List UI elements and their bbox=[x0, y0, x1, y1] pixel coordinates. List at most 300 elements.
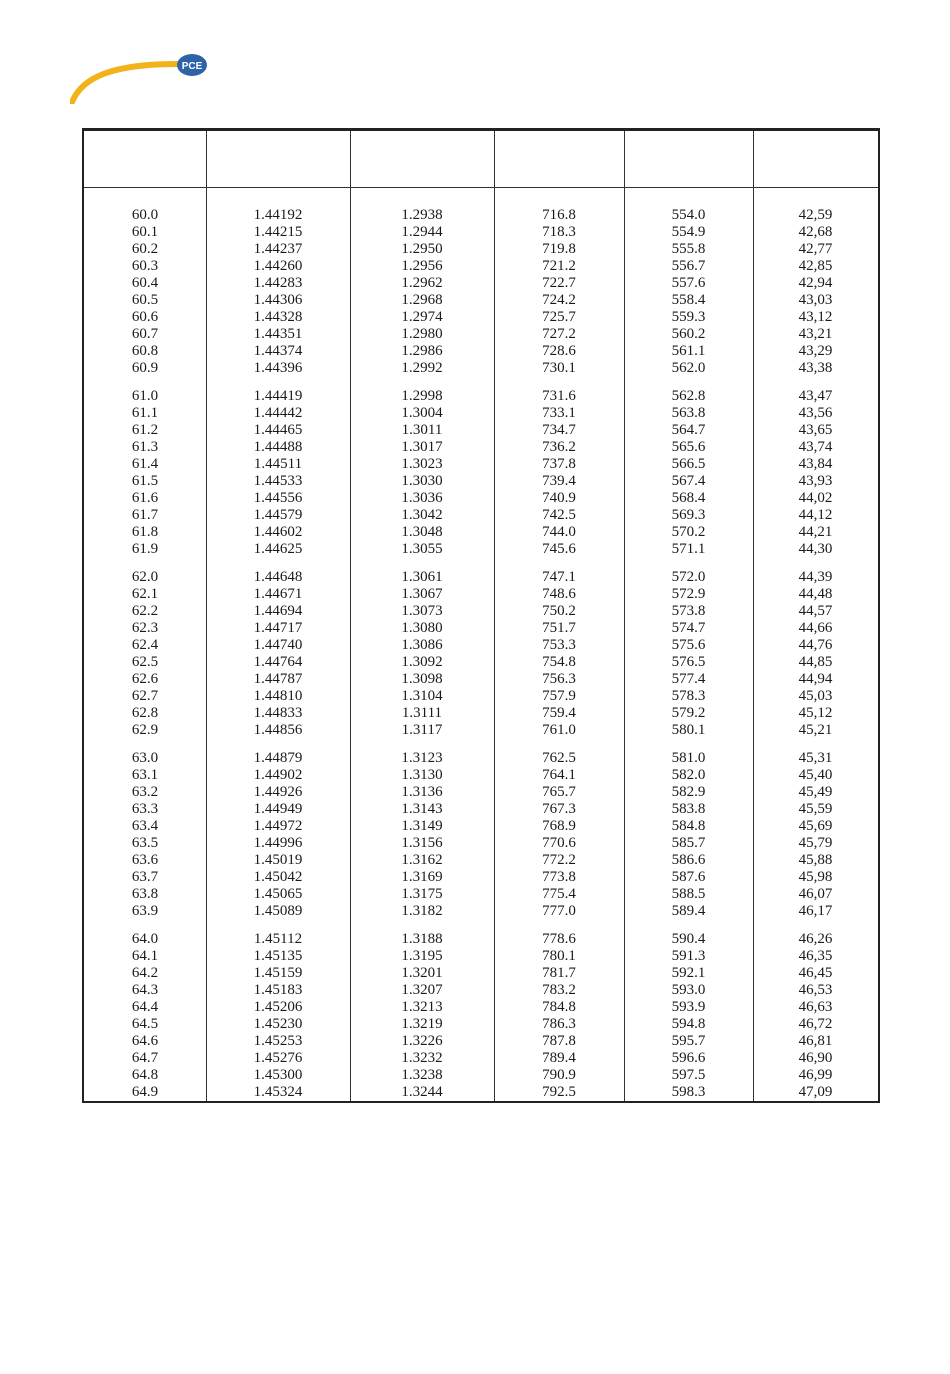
table-cell: 60.1 bbox=[131, 224, 159, 240]
table-cell: 45,40 bbox=[798, 767, 833, 783]
table-cell: 46,07 bbox=[798, 886, 833, 902]
table-cell: 1.44833 bbox=[253, 705, 303, 721]
table-cell: 62.9 bbox=[131, 722, 159, 738]
table-cell: 1.44328 bbox=[253, 309, 303, 325]
table-cell: 1.45089 bbox=[253, 903, 303, 919]
table-cell: 1.44533 bbox=[253, 473, 303, 489]
table-cell: 43,93 bbox=[798, 473, 833, 489]
table-cell: 1.44740 bbox=[253, 637, 303, 653]
table-cell: 786.3 bbox=[542, 1016, 576, 1032]
row-group bbox=[494, 207, 624, 377]
table-cell: 64.0 bbox=[131, 931, 159, 947]
row-group bbox=[206, 750, 350, 920]
table-cell: 554.0 bbox=[671, 207, 706, 223]
table-cell: 560.2 bbox=[671, 326, 706, 342]
table-cell: 725.7 bbox=[542, 309, 576, 325]
table-cell: 62.2 bbox=[131, 603, 159, 619]
table-cell: 575.6 bbox=[671, 637, 706, 653]
table-cell: 63.5 bbox=[131, 835, 159, 851]
row-group bbox=[624, 931, 753, 1101]
table-cell: 1.3030 bbox=[401, 473, 443, 489]
table-header-row bbox=[84, 131, 878, 188]
table-cell: 1.44648 bbox=[253, 569, 303, 585]
table-cell: 44,39 bbox=[798, 569, 833, 585]
table-cell: 792.5 bbox=[542, 1084, 576, 1100]
table-cell: 64.6 bbox=[131, 1033, 159, 1049]
table-cell: 44,66 bbox=[798, 620, 833, 636]
table-cell: 718.3 bbox=[542, 224, 576, 240]
table-cell: 767.3 bbox=[542, 801, 576, 817]
table-cell: 583.8 bbox=[671, 801, 706, 817]
table-cell: 1.45230 bbox=[253, 1016, 303, 1032]
table-cell: 64.8 bbox=[131, 1067, 159, 1083]
table-cell: 1.44260 bbox=[253, 258, 303, 274]
table-cell: 1.3104 bbox=[401, 688, 443, 704]
table-cell: 586.6 bbox=[671, 852, 706, 868]
table-cell: 1.45042 bbox=[253, 869, 303, 885]
table-cell: 45,88 bbox=[798, 852, 833, 868]
table-cell: 1.3123 bbox=[401, 750, 443, 766]
table-cell: 780.1 bbox=[542, 948, 576, 964]
table-cell: 1.45206 bbox=[253, 999, 303, 1015]
table-cell: 1.3048 bbox=[401, 524, 443, 540]
table-cell: 61.3 bbox=[131, 439, 159, 455]
data-table bbox=[82, 128, 880, 1103]
row-group bbox=[350, 207, 494, 377]
table-column-5 bbox=[624, 207, 753, 1112]
row-group bbox=[350, 569, 494, 739]
table-cell: 591.3 bbox=[671, 948, 706, 964]
table-cell: 593.0 bbox=[671, 982, 706, 998]
table-cell: 1.45276 bbox=[253, 1050, 303, 1066]
table-cell: 1.3111 bbox=[401, 705, 443, 721]
table-cell: 44,12 bbox=[798, 507, 833, 523]
svg-text:PCE: PCE bbox=[181, 61, 203, 72]
table-cell: 1.44465 bbox=[253, 422, 303, 438]
table-cell: 1.45065 bbox=[253, 886, 303, 902]
table-cell: 61.1 bbox=[131, 405, 159, 421]
table-cell: 1.44972 bbox=[253, 818, 303, 834]
row-group bbox=[494, 931, 624, 1101]
row-group bbox=[624, 388, 753, 558]
table-cell: 569.3 bbox=[671, 507, 706, 523]
table-cell: 42,77 bbox=[798, 241, 833, 257]
table-cell: 61.9 bbox=[131, 541, 159, 557]
table-cell: 1.3188 bbox=[401, 931, 443, 947]
table-cell: 567.4 bbox=[671, 473, 706, 489]
table-cell: 595.7 bbox=[671, 1033, 706, 1049]
table-cell: 597.5 bbox=[671, 1067, 706, 1083]
table-cell: 582.9 bbox=[671, 784, 706, 800]
table-cell: 745.6 bbox=[542, 541, 576, 557]
table-cell: 61.2 bbox=[131, 422, 159, 438]
table-cell: 719.8 bbox=[542, 241, 576, 257]
table-cell: 45,31 bbox=[798, 750, 833, 766]
table-cell: 1.2962 bbox=[401, 275, 443, 291]
table-cell: 562.0 bbox=[671, 360, 706, 376]
table-cell: 44,21 bbox=[798, 524, 833, 540]
table-cell: 751.7 bbox=[542, 620, 576, 636]
table-cell: 566.5 bbox=[671, 456, 706, 472]
row-group bbox=[753, 931, 878, 1101]
table-cell: 1.44856 bbox=[253, 722, 303, 738]
table-cell: 1.45135 bbox=[253, 948, 303, 964]
table-cell: 44,94 bbox=[798, 671, 833, 687]
table-cell: 1.3213 bbox=[401, 999, 443, 1015]
table-cell: 60.5 bbox=[131, 292, 159, 308]
table-cell: 1.44787 bbox=[253, 671, 303, 687]
table-cell: 731.6 bbox=[542, 388, 576, 404]
table-cell: 1.44215 bbox=[253, 224, 303, 240]
table-cell: 737.8 bbox=[542, 456, 576, 472]
table-cell: 43,21 bbox=[798, 326, 833, 342]
table-cell: 46,35 bbox=[798, 948, 833, 964]
table-cell: 770.6 bbox=[542, 835, 576, 851]
row-group bbox=[84, 207, 206, 377]
table-cell: 1.44926 bbox=[253, 784, 303, 800]
row-group bbox=[206, 207, 350, 377]
row-group bbox=[624, 207, 753, 377]
table-cell: 570.2 bbox=[671, 524, 706, 540]
table-cell: 563.8 bbox=[671, 405, 706, 421]
table-cell: 580.1 bbox=[671, 722, 706, 738]
table-cell: 61.6 bbox=[131, 490, 159, 506]
table-cell: 1.3162 bbox=[401, 852, 443, 868]
table-cell: 790.9 bbox=[542, 1067, 576, 1083]
row-group bbox=[753, 569, 878, 739]
table-cell: 1.45253 bbox=[253, 1033, 303, 1049]
table-cell: 63.2 bbox=[131, 784, 159, 800]
table-cell: 45,12 bbox=[798, 705, 833, 721]
table-cell: 61.0 bbox=[131, 388, 159, 404]
table-cell: 1.2938 bbox=[401, 207, 443, 223]
table-cell: 1.44488 bbox=[253, 439, 303, 455]
table-cell: 1.3036 bbox=[401, 490, 443, 506]
row-group bbox=[84, 569, 206, 739]
table-cell: 60.9 bbox=[131, 360, 159, 376]
table-cell: 63.1 bbox=[131, 767, 159, 783]
table-cell: 45,69 bbox=[798, 818, 833, 834]
table-cell: 727.2 bbox=[542, 326, 576, 342]
table-cell: 789.4 bbox=[542, 1050, 576, 1066]
table-cell: 42,59 bbox=[798, 207, 833, 223]
row-group bbox=[350, 931, 494, 1101]
table-cell: 45,03 bbox=[798, 688, 833, 704]
table-cell: 1.45300 bbox=[253, 1067, 303, 1083]
table-cell: 1.3067 bbox=[401, 586, 443, 602]
table-cell: 1.44442 bbox=[253, 405, 303, 421]
table-cell: 571.1 bbox=[671, 541, 706, 557]
table-cell: 1.3130 bbox=[401, 767, 443, 783]
table-cell: 45,21 bbox=[798, 722, 833, 738]
table-cell: 585.7 bbox=[671, 835, 706, 851]
table-cell: 44,85 bbox=[798, 654, 833, 670]
table-cell: 773.8 bbox=[542, 869, 576, 885]
table-cell: 62.3 bbox=[131, 620, 159, 636]
table-column-1 bbox=[84, 207, 206, 1112]
table-cell: 64.4 bbox=[131, 999, 159, 1015]
table-cell: 46,99 bbox=[798, 1067, 833, 1083]
table-cell: 1.2986 bbox=[401, 343, 443, 359]
table-cell: 45,79 bbox=[798, 835, 833, 851]
table-cell: 45,98 bbox=[798, 869, 833, 885]
table-cell: 61.4 bbox=[131, 456, 159, 472]
table-cell: 722.7 bbox=[542, 275, 576, 291]
table-cell: 593.9 bbox=[671, 999, 706, 1015]
table-cell: 1.44579 bbox=[253, 507, 303, 523]
table-cell: 557.6 bbox=[671, 275, 706, 291]
table-cell: 561.1 bbox=[671, 343, 706, 359]
table-cell: 775.4 bbox=[542, 886, 576, 902]
table-cell: 761.0 bbox=[542, 722, 576, 738]
table-cell: 581.0 bbox=[671, 750, 706, 766]
row-group bbox=[206, 569, 350, 739]
table-cell: 744.0 bbox=[542, 524, 576, 540]
table-cell: 1.3023 bbox=[401, 456, 443, 472]
table-cell: 555.8 bbox=[671, 241, 706, 257]
table-cell: 1.44374 bbox=[253, 343, 303, 359]
table-cell: 1.44996 bbox=[253, 835, 303, 851]
table-cell: 62.1 bbox=[131, 586, 159, 602]
table-cell: 43,56 bbox=[798, 405, 833, 421]
table-cell: 1.3226 bbox=[401, 1033, 443, 1049]
table-cell: 1.3136 bbox=[401, 784, 443, 800]
table-cell: 721.2 bbox=[542, 258, 576, 274]
table-cell: 43,12 bbox=[798, 309, 833, 325]
row-group bbox=[84, 750, 206, 920]
table-cell: 1.3175 bbox=[401, 886, 443, 902]
table-cell: 596.6 bbox=[671, 1050, 706, 1066]
table-cell: 754.8 bbox=[542, 654, 576, 670]
table-cell: 60.0 bbox=[131, 207, 159, 223]
table-cell: 728.6 bbox=[542, 343, 576, 359]
row-group bbox=[84, 931, 206, 1101]
table-cell: 1.44237 bbox=[253, 241, 303, 257]
table-cell: 61.7 bbox=[131, 507, 159, 523]
table-cell: 1.2980 bbox=[401, 326, 443, 342]
table-cell: 587.6 bbox=[671, 869, 706, 885]
table-cell: 778.6 bbox=[542, 931, 576, 947]
table-cell: 62.5 bbox=[131, 654, 159, 670]
table-cell: 1.45019 bbox=[253, 852, 303, 868]
table-cell: 46,63 bbox=[798, 999, 833, 1015]
row-group bbox=[624, 569, 753, 739]
table-cell: 43,29 bbox=[798, 343, 833, 359]
table-cell: 1.3182 bbox=[401, 903, 443, 919]
table-cell: 757.9 bbox=[542, 688, 576, 704]
table-cell: 1.3092 bbox=[401, 654, 443, 670]
table-cell: 1.3143 bbox=[401, 801, 443, 817]
table-cell: 1.3042 bbox=[401, 507, 443, 523]
table-cell: 63.8 bbox=[131, 886, 159, 902]
table-cell: 1.3238 bbox=[401, 1067, 443, 1083]
table-cell: 783.2 bbox=[542, 982, 576, 998]
table-cell: 1.3244 bbox=[401, 1084, 443, 1100]
table-cell: 45,49 bbox=[798, 784, 833, 800]
table-cell: 60.8 bbox=[131, 343, 159, 359]
table-cell: 1.3017 bbox=[401, 439, 443, 455]
table-cell: 756.3 bbox=[542, 671, 576, 687]
table-cell: 742.5 bbox=[542, 507, 576, 523]
table-cell: 559.3 bbox=[671, 309, 706, 325]
table-cell: 1.3086 bbox=[401, 637, 443, 653]
table-cell: 588.5 bbox=[671, 886, 706, 902]
table-cell: 554.9 bbox=[671, 224, 706, 240]
table-cell: 1.3219 bbox=[401, 1016, 443, 1032]
table-cell: 787.8 bbox=[542, 1033, 576, 1049]
table-cell: 46,81 bbox=[798, 1033, 833, 1049]
table-cell: 63.0 bbox=[131, 750, 159, 766]
row-group bbox=[624, 750, 753, 920]
table-cell: 45,59 bbox=[798, 801, 833, 817]
row-group bbox=[753, 750, 878, 920]
pce-logo-icon bbox=[70, 52, 220, 104]
table-cell: 753.3 bbox=[542, 637, 576, 653]
table-cell: 1.3004 bbox=[401, 405, 443, 421]
table-cell: 1.44556 bbox=[253, 490, 303, 506]
table-cell: 573.8 bbox=[671, 603, 706, 619]
table-cell: 736.2 bbox=[542, 439, 576, 455]
table-cell: 739.4 bbox=[542, 473, 576, 489]
table-cell: 1.44879 bbox=[253, 750, 303, 766]
table-cell: 748.6 bbox=[542, 586, 576, 602]
table-cell: 60.2 bbox=[131, 241, 159, 257]
table-cell: 1.2944 bbox=[401, 224, 443, 240]
table-cell: 1.2998 bbox=[401, 388, 443, 404]
table-cell: 1.2950 bbox=[401, 241, 443, 257]
table-cell: 1.3098 bbox=[401, 671, 443, 687]
table-cell: 1.44717 bbox=[253, 620, 303, 636]
table-cell: 61.8 bbox=[131, 524, 159, 540]
table-cell: 1.3061 bbox=[401, 569, 443, 585]
row-group bbox=[350, 388, 494, 558]
table-cell: 63.4 bbox=[131, 818, 159, 834]
table-cell: 574.7 bbox=[671, 620, 706, 636]
table-cell: 724.2 bbox=[542, 292, 576, 308]
table-cell: 62.7 bbox=[131, 688, 159, 704]
table-cell: 63.3 bbox=[131, 801, 159, 817]
table-cell: 768.9 bbox=[542, 818, 576, 834]
table-cell: 1.3149 bbox=[401, 818, 443, 834]
table-cell: 1.2956 bbox=[401, 258, 443, 274]
table-cell: 582.0 bbox=[671, 767, 706, 783]
table-cell: 43,84 bbox=[798, 456, 833, 472]
row-group bbox=[206, 388, 350, 558]
table-cell: 556.7 bbox=[671, 258, 706, 274]
table-cell: 1.44902 bbox=[253, 767, 303, 783]
table-cell: 1.44419 bbox=[253, 388, 303, 404]
table-cell: 64.5 bbox=[131, 1016, 159, 1032]
table-cell: 1.44694 bbox=[253, 603, 303, 619]
row-group bbox=[753, 388, 878, 558]
table-cell: 42,68 bbox=[798, 224, 833, 240]
table-cell: 1.3207 bbox=[401, 982, 443, 998]
table-cell: 62.8 bbox=[131, 705, 159, 721]
table-cell: 1.3055 bbox=[401, 541, 443, 557]
table-cell: 44,76 bbox=[798, 637, 833, 653]
table-cell: 60.4 bbox=[131, 275, 159, 291]
row-group bbox=[753, 207, 878, 377]
table-cell: 762.5 bbox=[542, 750, 576, 766]
table-cell: 62.4 bbox=[131, 637, 159, 653]
table-cell: 1.44396 bbox=[253, 360, 303, 376]
table-cell: 60.6 bbox=[131, 309, 159, 325]
table-cell: 1.44764 bbox=[253, 654, 303, 670]
table-cell: 60.7 bbox=[131, 326, 159, 342]
table-cell: 62.0 bbox=[131, 569, 159, 585]
row-group bbox=[206, 931, 350, 1101]
table-cell: 63.6 bbox=[131, 852, 159, 868]
table-cell: 576.5 bbox=[671, 654, 706, 670]
row-group bbox=[494, 750, 624, 920]
table-column-2 bbox=[206, 207, 350, 1112]
table-cell: 42,85 bbox=[798, 258, 833, 274]
row-group bbox=[84, 388, 206, 558]
table-cell: 1.3080 bbox=[401, 620, 443, 636]
table-cell: 592.1 bbox=[671, 965, 706, 981]
table-cell: 1.2968 bbox=[401, 292, 443, 308]
table-cell: 43,47 bbox=[798, 388, 833, 404]
table-cell: 578.3 bbox=[671, 688, 706, 704]
table-cell: 730.1 bbox=[542, 360, 576, 376]
row-group bbox=[494, 388, 624, 558]
table-cell: 558.4 bbox=[671, 292, 706, 308]
table-cell: 584.8 bbox=[671, 818, 706, 834]
table-cell: 784.8 bbox=[542, 999, 576, 1015]
table-cell: 1.44283 bbox=[253, 275, 303, 291]
table-cell: 43,03 bbox=[798, 292, 833, 308]
table-cell: 1.44306 bbox=[253, 292, 303, 308]
table-column-6 bbox=[753, 207, 878, 1112]
table-cell: 47,09 bbox=[798, 1084, 833, 1100]
table-cell: 46,53 bbox=[798, 982, 833, 998]
table-cell: 572.0 bbox=[671, 569, 706, 585]
row-group bbox=[494, 569, 624, 739]
table-column-3 bbox=[350, 207, 494, 1112]
table-cell: 594.8 bbox=[671, 1016, 706, 1032]
table-cell: 43,74 bbox=[798, 439, 833, 455]
table-cell: 589.4 bbox=[671, 903, 706, 919]
table-cell: 1.3201 bbox=[401, 965, 443, 981]
table-cell: 46,45 bbox=[798, 965, 833, 981]
pce-logo bbox=[70, 52, 220, 104]
table-cell: 564.7 bbox=[671, 422, 706, 438]
table-cell: 777.0 bbox=[542, 903, 576, 919]
table-cell: 1.45183 bbox=[253, 982, 303, 998]
table-cell: 43,65 bbox=[798, 422, 833, 438]
table-cell: 46,17 bbox=[798, 903, 833, 919]
table-cell: 64.7 bbox=[131, 1050, 159, 1066]
table-cell: 1.44625 bbox=[253, 541, 303, 557]
table-cell: 781.7 bbox=[542, 965, 576, 981]
table-cell: 1.45159 bbox=[253, 965, 303, 981]
table-cell: 577.4 bbox=[671, 671, 706, 687]
row-group bbox=[350, 750, 494, 920]
table-cell: 1.3011 bbox=[401, 422, 443, 438]
table-cell: 64.2 bbox=[131, 965, 159, 981]
table-cell: 44,48 bbox=[798, 586, 833, 602]
table-cell: 740.9 bbox=[542, 490, 576, 506]
table-cell: 590.4 bbox=[671, 931, 706, 947]
table-cell: 1.3169 bbox=[401, 869, 443, 885]
table-cell: 63.9 bbox=[131, 903, 159, 919]
table-cell: 60.3 bbox=[131, 258, 159, 274]
table-cell: 733.1 bbox=[542, 405, 576, 421]
table-cell: 1.3117 bbox=[401, 722, 443, 738]
table-cell: 579.2 bbox=[671, 705, 706, 721]
table-cell: 568.4 bbox=[671, 490, 706, 506]
table-cell: 1.44351 bbox=[253, 326, 303, 342]
